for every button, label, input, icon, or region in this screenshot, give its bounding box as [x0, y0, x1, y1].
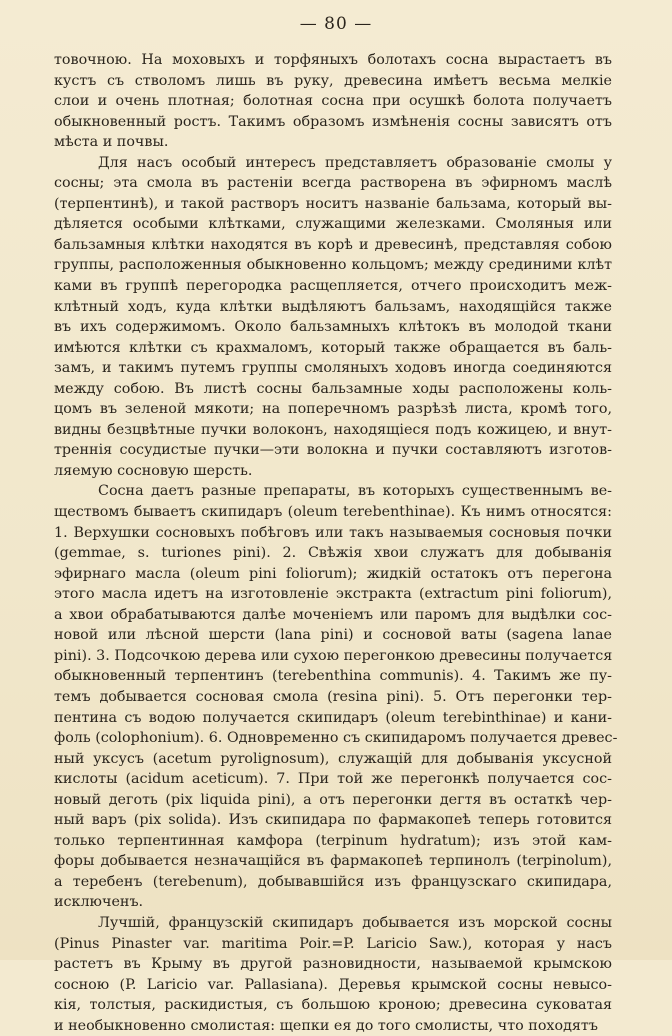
text-line: цомъ въ зеленой мякоти; на поперечномъ разрѣзѣ листа, кромѣ того,: [54, 401, 612, 418]
text-line: только терпентинная камфора (terpinum hydratum); изъ этой кам-: [54, 832, 612, 849]
text-line: Лучшій, французскій скипидаръ добывается изъ морской сосны: [98, 914, 612, 931]
text-line: этого масла идетъ на изготовленіе экстракта (extractum pini foliorum),: [54, 586, 612, 603]
paragraph: [54, 481, 618, 912]
paragraph: [54, 50, 612, 153]
text-line: а хвои обрабатываются далѣе моченіемъ или паромъ для выдѣлки сос-: [54, 606, 612, 623]
text-line: pini). 3. Подсочкою дерева или сухою перегонкою древесины получается: [54, 647, 613, 664]
text-line: замъ, и такимъ путемъ группы смоляныхъ ходовъ иногда соединяются: [54, 360, 612, 377]
text-line: въ ихъ содержимомъ. Около бальзамныхъ клѣтокъ въ молодой ткани: [54, 319, 612, 336]
text-line: слои и очень плотная; болотная сосна при осушкѣ болота получаетъ: [54, 93, 612, 110]
body-text: [54, 50, 618, 1036]
text-line: а теребенъ (terebenum), добывавшійся изъ французскаго скипидара,: [54, 873, 612, 890]
text-line: обыкновенный ростъ. Такимъ образомъ измѣненія сосны зависятъ отъ: [54, 113, 612, 130]
text-line: фоль (colophonium). 6. Одновременно съ скипидаромъ получается древес-: [54, 730, 618, 747]
text-line: 1. Верхушки сосновыхъ побѣговъ или такъ называемыя сосновыя почки: [54, 524, 612, 541]
text-line: (терпентинѣ), и такой растворъ носитъ названіе бальзама, который вы-: [54, 195, 612, 212]
text-line: сосны; эта смола въ растеніи всегда растворена въ эфирномъ маслѣ: [54, 175, 612, 192]
text-line: товочною. На моховыхъ и торфяныхъ болотахъ сосна вырастаетъ въ: [54, 52, 612, 68]
text-line: кустъ съ стволомъ лишь въ руку, древесина имѣетъ весьма мелкіе: [54, 72, 612, 89]
text-line: Для насъ особый интересъ представляетъ образованіе смолы у: [98, 154, 612, 171]
text-line: темъ добывается сосновая смола (resina pini). 5. Отъ перегонки тер-: [54, 688, 612, 705]
text-line: исключенъ.: [54, 894, 144, 911]
text-line: ществомъ бываетъ скипидаръ (oleum terebenthinae). Къ нимъ относятся:: [54, 504, 612, 521]
text-line: сосною (P. Laricio var. Pallasiana). Деревья крымской сосны невысо-: [54, 976, 612, 993]
text-line: имѣются клѣтки съ крахмаломъ, который также обращается въ баль-: [54, 339, 612, 356]
paragraph: [54, 153, 612, 482]
text-line: и необыкновенно смолистая: щепки ея до того смолисты, что походятъ: [54, 1017, 598, 1034]
text-line: треннія сосудистые пучки—эти волокна и пучки составляютъ изготов-: [54, 442, 612, 459]
text-line: пентина съ водою получается скипидаръ (oleum terebinthinae) и кани-: [54, 709, 612, 726]
text-line: клѣтный ходъ, куда клѣтки выдѣляютъ бальзамъ, находящійся также: [54, 298, 612, 315]
text-line: форы добывается незначащійся въ фармакопеѣ терпинолъ (terpinolum),: [54, 853, 612, 870]
paragraph: [54, 913, 612, 1036]
text-line: группы, расположенныя обыкновенно кольцомъ; между срединими клѣт: [54, 257, 612, 274]
text-line: ляемую сосновую шерсть.: [54, 462, 253, 479]
text-line: (gemmae, s. turiones pini). 2. Свѣжія хвои служатъ для добыванія: [54, 545, 612, 562]
text-line: кислоты (acidum aceticum). 7. При той же перегонкѣ получается сос-: [54, 771, 612, 788]
text-line: новый деготь (pix liquida pini), а отъ перегонки дегтя въ остаткѣ чер-: [54, 791, 612, 808]
text-line: обыкновенный терпентинъ (terebenthina communis). 4. Такимъ же пу-: [54, 668, 612, 685]
text-line: новой или лѣсной шерсти (lana pini) и сосновой ваты (sagena lanae: [54, 627, 612, 644]
text-line: ками въ группѣ перегородка расщепляется, отчего происходитъ меж-: [54, 278, 612, 295]
text-line: кія, толстыя, раскидистыя, съ большою кроною; древесина суковатая: [54, 997, 612, 1014]
text-line: эфирнаго масла (oleum pini foliorum); жидкій остатокъ отъ перегона: [54, 565, 612, 582]
text-line: мѣста и почвы.: [54, 134, 169, 151]
page-number: — 80 —: [299, 14, 373, 34]
text-line: (Pinus Pinaster var. maritima Poir.=P. Laricio Saw.), которая у насъ: [54, 935, 612, 952]
text-line: бальзамныя клѣтки находятся въ корѣ и древесинѣ, представляя собою: [54, 236, 612, 253]
text-line: между собою. Въ листѣ сосны бальзамные ходы расположены коль-: [54, 380, 612, 397]
text-line: Сосна даетъ разные препараты, въ которыхъ существеннымъ ве-: [98, 483, 612, 500]
text-line: ный уксусъ (acetum pyrolignosum), служащій для добыванія уксусной: [54, 750, 612, 767]
text-line: видны безцвѣтные пучки волоконъ, находящіеся подъ кожицею, и внут-: [54, 421, 612, 438]
text-line: ный варъ (pix solida). Изъ скипидара по фармакопеѣ теперь готовится: [54, 812, 612, 829]
text-line: дѣляется особыми клѣтками, служащими железками. Смоляныя или: [54, 216, 612, 233]
text-line: растетъ въ Крыму въ другой разновидности, называемой крымскою: [54, 956, 612, 973]
